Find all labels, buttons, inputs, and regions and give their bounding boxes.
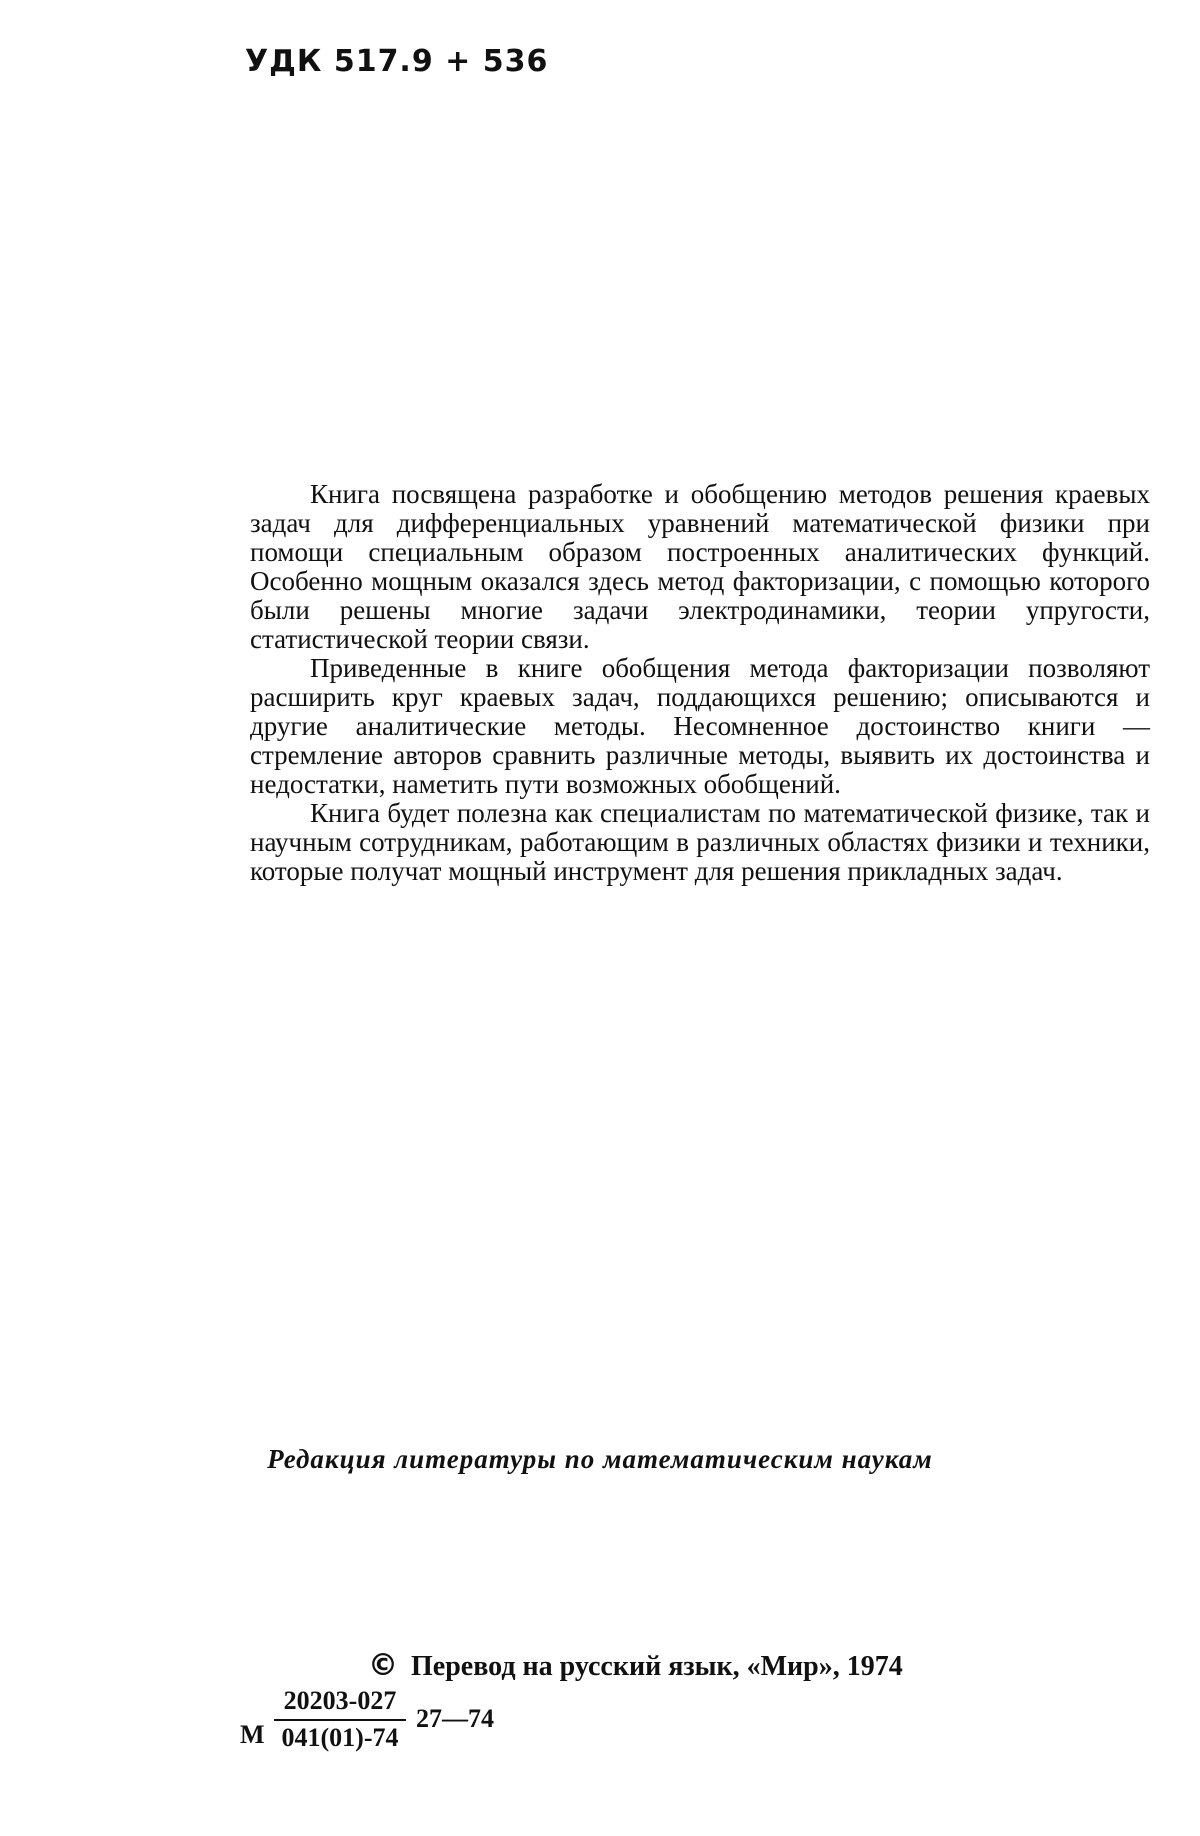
udc-code: УДК 517.9 + 536 <box>245 44 549 79</box>
copyright-symbol: © <box>368 1648 398 1683</box>
abstract-paragraph-2: Приведенные в книге обобщения метода факторизации позволяют расширить круг краевых задач, поддающихся решению; описываются и другие аналитические методы. Несомненное достоинство книги — стремление авторов сравнить различные методы, выявить их достоинства и недостатки, наметить пути возможных обобщений. <box>250 653 1150 799</box>
index-suffix: 27—74 <box>416 1704 494 1733</box>
abstract-paragraph-1: Книга посвящена разработке и обобщению методов решения краевых задач для дифференциальных уравнений математической физики при помощи специальным образом построенных аналитических функций. Особенно мощным оказался здесь метод факторизации, с помощью которого были решены многие задачи электродинамики, теории упругости, статистической теории связи. <box>250 479 1150 654</box>
editorial-note: Редакция литературы по математическим наукам <box>267 1444 933 1474</box>
abstract-paragraph-3: Книга будет полезна как специалистам по математической физике, так и научным сотрудникам, работающим в различных областях физики и техники, которые получат мощный инструмент для решения прикладных задач. <box>250 798 1150 886</box>
copyright-line <box>368 1648 903 1683</box>
book-abstract <box>250 480 1150 886</box>
index-letter: М <box>240 1720 265 1749</box>
index-denominator: 041(01)-74 <box>281 1723 399 1752</box>
copyright-text: Перевод на русский язык, «Мир», 1974 <box>411 1651 903 1682</box>
index-numerator: 20203-027 <box>283 1686 397 1715</box>
index-fraction <box>274 1686 406 1753</box>
